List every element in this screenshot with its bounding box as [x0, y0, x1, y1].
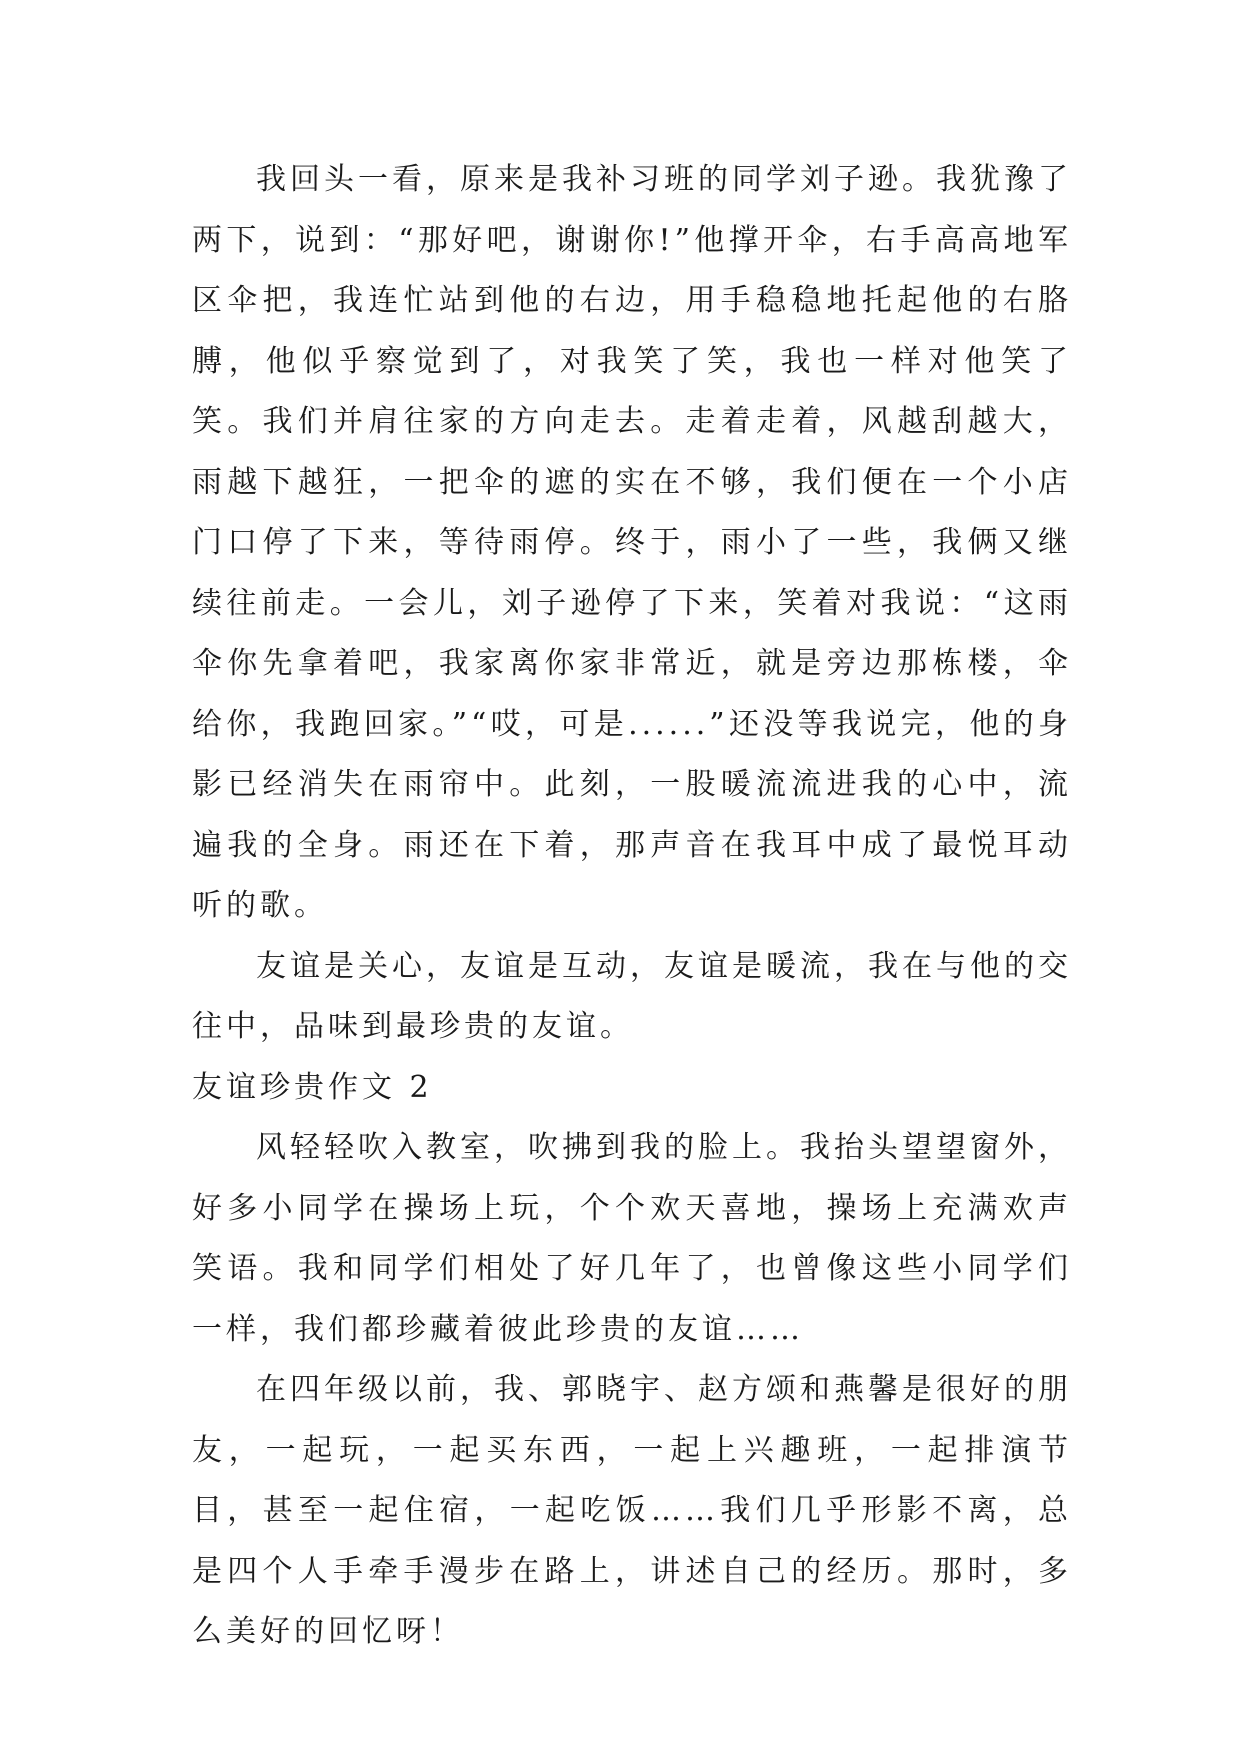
paragraph: 友谊是关心，友谊是互动，友谊是暖流，我在与他的交往中，品味到最珍贵的友谊。 [192, 948, 1072, 1044]
paragraph: 风轻轻吹入教室，吹拂到我的脸上。我抬头望望窗外，好多小同学在操场上玩，个个欢天喜地，操场上充满欢声笑语。我和同学们相处了好几年了，也曾像这些小同学们一样，我们都珍藏着彼此珍贵的友谊…… [192, 1130, 1072, 1347]
paragraph: 我回头一看，原来是我补习班的同学刘子逊。我犹豫了两下，说到：“那好吧，谢谢你!”他撑开伞，右手高高地军区伞把，我连忙站到他的右边，用手稳稳地托起他的右胳膊，他似乎察觉到了，对我笑了笑，我也一样对他笑了笑。我们并肩往家的方向走去。走着走着，风越刮越大，雨越下越狂，一把伞的遮的实在不够，我们便在一个小店门口停了下来，等待雨停。终于，雨小了一些，我俩又继续往前走。一会儿，刘子逊停了下来，笑着对我说：“这雨伞你先拿着吧，我家离你家非常近，就是旁边那栋楼，伞给你，我跑回家。”“哎，可是......”还没等我说完，他的身影已经消失在雨帘中。此刻，一股暖流流进我的心中，流遍我的全身。雨还在下着，那声音在我耳中成了最悦耳动听的歌。 [192, 162, 1072, 923]
section-title: 友谊珍贵作文 2 [192, 1069, 433, 1105]
document-body [192, 150, 1072, 1663]
paragraph: 在四年级以前，我、郭晓宇、赵方颂和燕馨是很好的朋友，一起玩，一起买东西，一起上兴趣班，一起排演节目，甚至一起住宿，一起吃饭……我们几乎形影不离，总是四个人手牵手漫步在路上，讲述自己的经历。那时，多么美好的回忆呀！ [192, 1372, 1072, 1649]
